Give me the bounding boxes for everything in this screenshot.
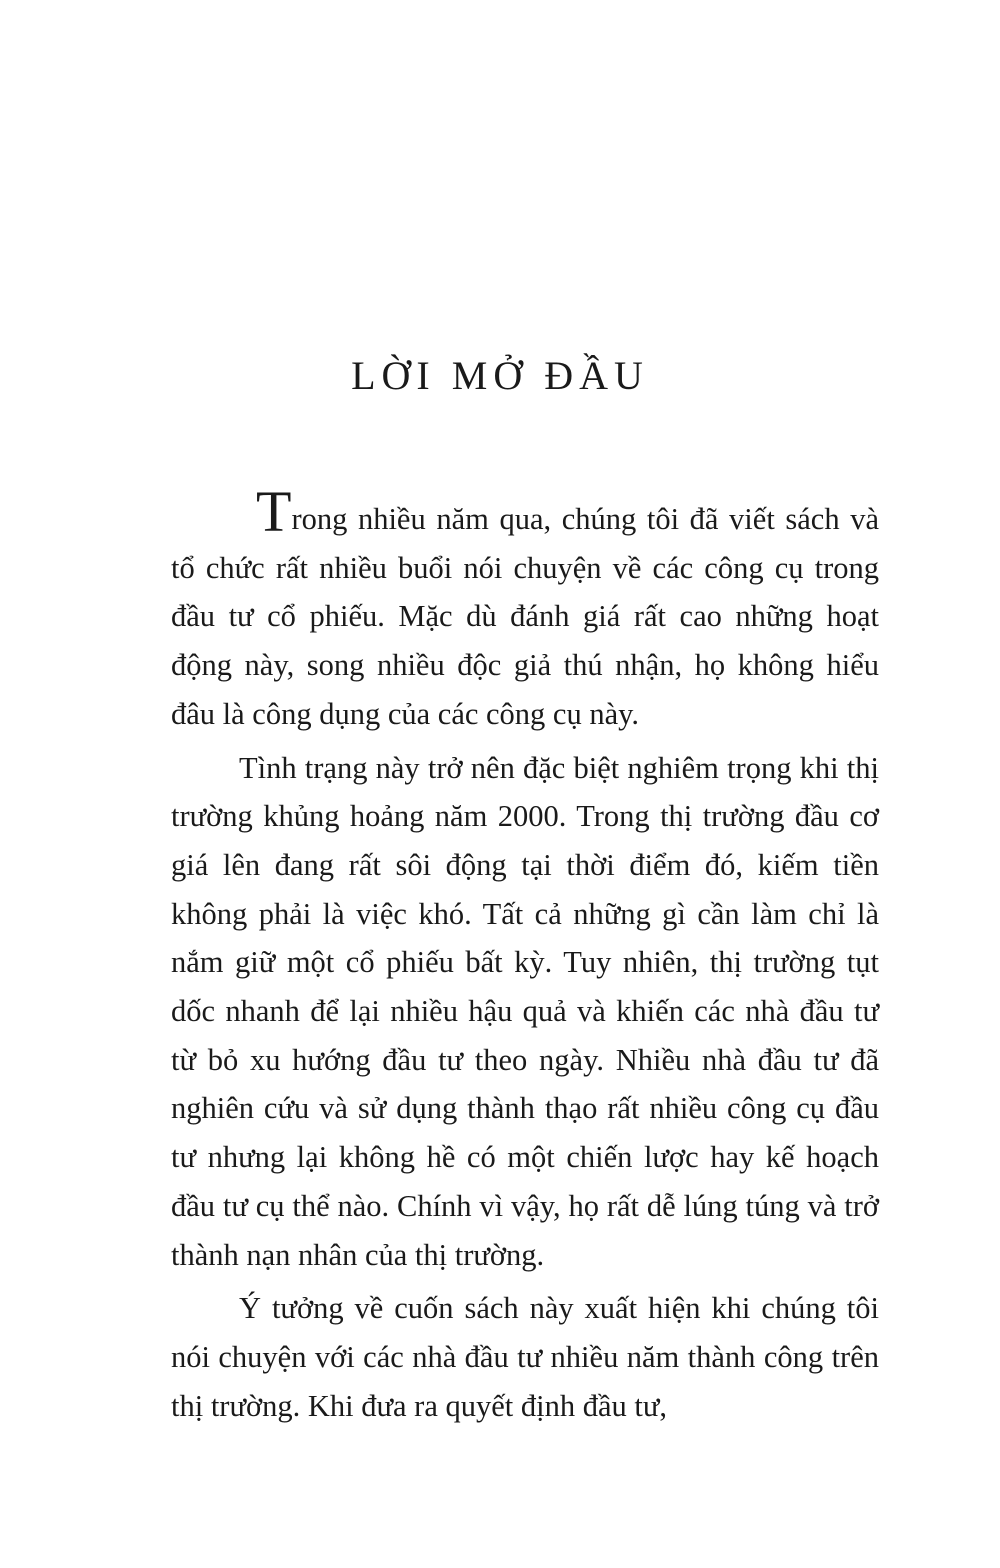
paragraph-1 [171,479,879,739]
paragraph-1-text: rong nhiều năm qua, chúng tôi đã viết sách và tổ chức rất nhiều buổi nói chuyện về các công cụ trong đầu tư cổ phiếu. Mặc dù đánh giá rất cao những hoạt động này, song nhiều độc giả thú nhận, họ không hiểu đâu là công dụng của các công cụ này. [171,502,879,731]
paragraph-3: Ý tưởng về cuốn sách này xuất hiện khi chúng tôi nói chuyện với các nhà đầu tư nhiều năm thành công trên thị trường. Khi đưa ra quyết định đầu tư, [171,1291,879,1423]
drop-cap: T [256,479,292,544]
paragraph-2: Tình trạng này trở nên đặc biệt nghiêm trọng khi thị trường khủng hoảng năm 2000. Trong thị trường đầu cơ giá lên đang rất sôi động tại thời điểm đó, kiếm tiền không phải là việc khó. Tất cả những gì cần làm chỉ là nắm giữ một cổ phiếu bất kỳ. Tuy nhiên, thị trường tụt dốc nhanh để lại nhiều hậu quả và khiến các nhà đầu tư từ bỏ xu hướng đầu tư theo ngày. Nhiều nhà đầu tư đã nghiên cứu và sử dụng thành thạo rất nhiều công cụ đầu tư nhưng lại không hề có một chiến lược hay kế hoạch đầu tư cụ thể nào. Chính vì vậy, họ rất dễ lúng túng và trở thành nạn nhân của thị trường. [171,750,879,1272]
body-text [171,479,879,1430]
chapter-title: LỜI MỞ ĐẦU [351,353,649,398]
